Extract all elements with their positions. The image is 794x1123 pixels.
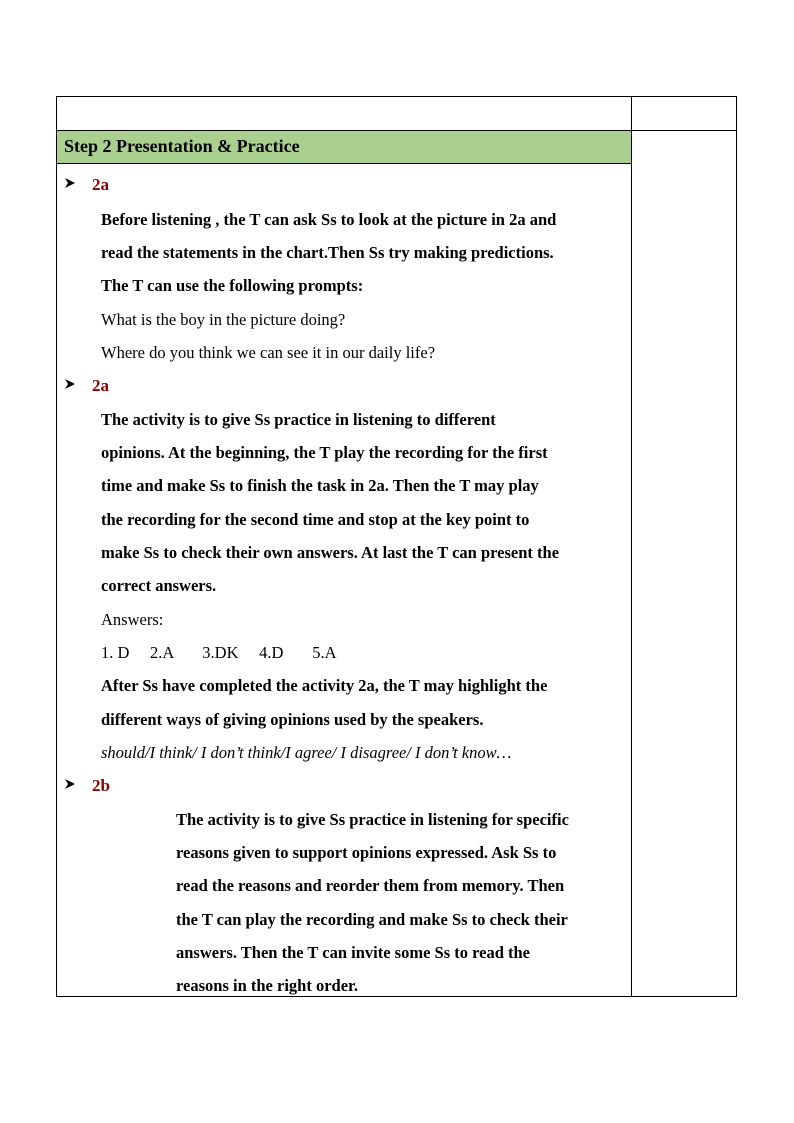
- lesson-table: [56, 96, 737, 997]
- section-label-2b: 2b: [92, 776, 110, 795]
- text-line: After Ss have completed the activity 2a, the T may highlight the: [101, 676, 548, 695]
- text-line: What is the boy in the picture doing?: [101, 310, 346, 329]
- text-line: The T can use the following prompts:: [101, 276, 364, 295]
- step-heading: Step 2 Presentation & Practice: [64, 136, 300, 156]
- text-line: the T can play the recording and make Ss to check their: [176, 910, 568, 929]
- step-heading-row: [57, 131, 631, 164]
- section-label-2a: 2a: [92, 175, 109, 194]
- text-line: The activity is to give Ss practice in listening to different: [101, 410, 496, 429]
- text-line: correct answers.: [101, 576, 217, 595]
- arrow-bullet-icon: [64, 778, 76, 790]
- text-line: The activity is to give Ss practice in listening for specific: [176, 810, 569, 829]
- answers-label: Answers:: [101, 610, 164, 629]
- text-line: answers. Then the T can invite some Ss to read the: [176, 943, 531, 962]
- opinion-phrases: should/I think/ I don’t think/I agree/ I disagree/ I don’t know…: [101, 743, 512, 762]
- text-line: reasons in the right order.: [176, 976, 358, 995]
- text-line: Where do you think we can see it in our daily life?: [101, 343, 436, 362]
- arrow-bullet-icon: [64, 378, 76, 390]
- answers-list: 1. D 2.A 3.DK 4.D 5.A: [101, 643, 337, 662]
- text-line: read the reasons and reorder them from memory. Then: [176, 876, 565, 895]
- column-divider: [631, 97, 632, 996]
- text-line: Before listening , the T can ask Ss to look at the picture in 2a and: [101, 210, 557, 229]
- text-line: read the statements in the chart.Then Ss try making predictions.: [101, 243, 554, 262]
- text-line: different ways of giving opinions used by the speakers.: [101, 710, 484, 729]
- text-line: reasons given to support opinions expressed. Ask Ss to: [176, 843, 557, 862]
- text-line: the recording for the second time and stop at the key point to: [101, 510, 530, 529]
- text-line: make Ss to check their own answers. At last the T can present the: [101, 543, 560, 562]
- section-label-2a: 2a: [92, 376, 109, 395]
- text-line: time and make Ss to finish the task in 2a. Then the T may play: [101, 476, 539, 495]
- arrow-bullet-icon: [64, 177, 76, 189]
- text-line: opinions. At the beginning, the T play the recording for the first: [101, 443, 548, 462]
